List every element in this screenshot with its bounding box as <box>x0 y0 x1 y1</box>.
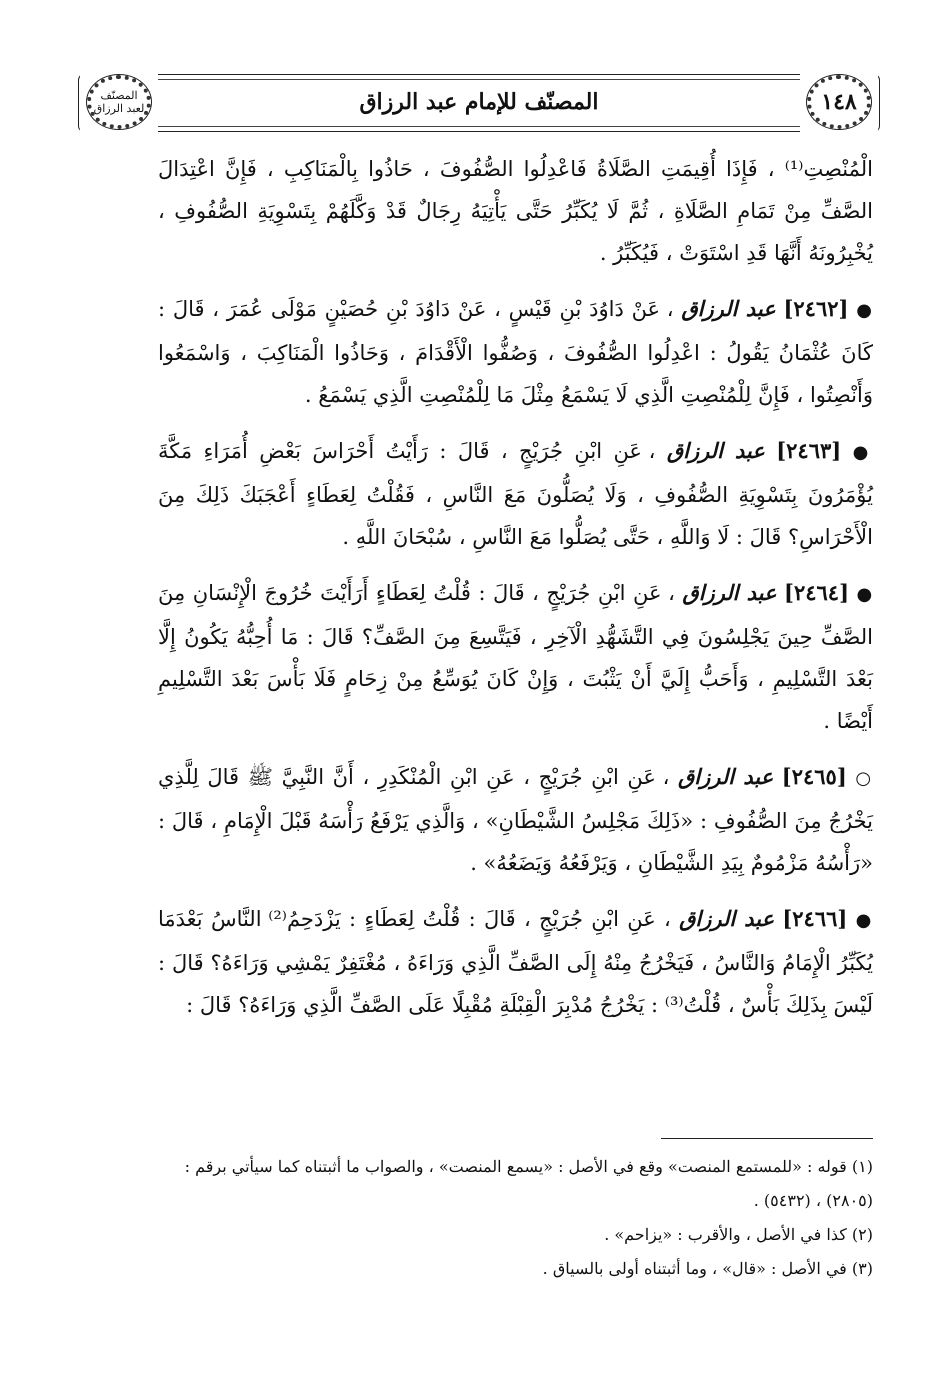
footnotes <box>158 1150 873 1286</box>
seal-medallion <box>86 74 152 130</box>
footnote-3: (٣) في الأصل : «قال» ، وما أثبتناه أولى بالسياق . <box>542 1259 873 1278</box>
paragraph-text: ، عَنِ ابْنِ جُرَيْجٍ ، قَالَ : رَأَيْتُ أَحْرَاسَ بَعْضِ أُمَرَاءِ مَكَّةَ يُؤْمَرُونَ بِتَسْوِيَةِ الصُّفُوفِ ، وَلَا يُصَلُّونَ مَعَ النَّاسِ ، فَقُلْتُ لِعَطَاءٍ أَعْجَبَكَ ذَلِكَ مِنَ الْأَحْرَاسِ؟ قَالَ : لَا وَاللَّهِ ، حَتَّى يُصَلُّوا مَعَ النَّاسِ ، سُبْحَانَ اللَّهِ . <box>158 439 873 549</box>
paragraph-text: ، عَنِ ابْنِ جُرَيْجٍ ، قَالَ : قُلْتُ لِعَطَاءٍ أَرَأَيْتَ خُرُوجَ الْإِنْسَانِ مِنَ الصَّفِّ حِينَ يَجْلِسُونَ فِي التَّشَهُّدِ الْآخِرِ ، فَيَتَّسِعَ مِنَ الصَّفِّ؟ قَالَ : مَا أُحِبُّهُ يَكُونُ إِلَّا بَعْدَ التَّسْلِيمِ ، وَأَحَبُّ إِلَيَّ أَنْ يَثْبُتَ ، وَإِنْ كَانَ يُوَسِّعُ مِنْ زِحَامٍ فَلَا بَأْسَ بَعْدَ التَّسْلِيمِ أَيْضًا . <box>158 581 873 733</box>
hadith-2464 <box>158 572 873 742</box>
hadith-number: [٢٤٦٦] <box>782 906 848 931</box>
bullet-marker: ● <box>856 584 873 605</box>
seal-rosette <box>80 68 158 136</box>
footnote-1: (١) قوله : «للمستمع المنصت» وقع في الأصل : «يسمع المنصت» ، والصواب ما أثبتناه كما سيأتي برقم : (٢٨٠٥) ، (٥٤٣٢) . <box>184 1157 873 1210</box>
paragraph-text: ، عَنِ ابْنِ جُرَيْجٍ ، عَنِ ابْنِ الْمُنْكَدِرِ ، أَنَّ النَّبِيَّ ﷺ قَالَ لِلَّذِي يَخْرُجُ مِنَ الصُّفُوفِ : «ذَلِكَ مَجْلِسُ الشَّيْطَانِ» ، وَالَّذِي يَرْفَعُ رَأْسَهُ قَبْلَ الْإِمَامِ ، قَالَ : «رَأْسُهُ مَزْمُومٌ بِيَدِ الشَّيْطَانِ ، وَيَرْفَعُهُ وَيَضَعُهُ» . <box>158 765 873 875</box>
narrator-source: عبد الرزاق <box>666 438 765 463</box>
bullet-marker: ● <box>855 910 873 931</box>
seal-line-1: المصنّف <box>100 89 138 102</box>
narrator-source: عبد الرزاق <box>679 906 775 931</box>
narrator-source: عبد الرزاق <box>681 296 776 321</box>
hadith-2466 <box>158 898 873 1026</box>
footnote-separator <box>661 1138 873 1139</box>
paragraph-text: ، عَنِ ابْنِ جُرَيْجٍ ، قَالَ : قُلْتُ لِعَطَاءٍ : يَزْدَحِمُ⁽²⁾ النَّاسُ بَعْدَمَا يُكَبِّرُ الْإِمَامُ وَالنَّاسُ ، فَيَخْرُجُ مِنْهُ إِلَى الصَّفِّ الَّذِي وَرَاءَهُ ، مُغْتَفِرٌ يَمْشِي وَرَاءَهُ؟ قَالَ : لَيْسَ بِذَلِكَ بَأْسٌ ، قُلْتُ⁽³⁾ : يَخْرُجُ مُدْبِرَ الْقِبْلَةِ مُقْبِلًا عَلَى الصَّفِّ الَّذِي وَرَاءَهُ؟ قَالَ : <box>158 907 873 1017</box>
narrator-source: عبد الرزاق <box>677 764 774 789</box>
footnote-2: (٢) كذا في الأصل ، والأقرب : «يزاحم» . <box>604 1225 873 1244</box>
seal-line-2: لعبد الرزاق <box>93 102 145 115</box>
paragraph-text: الْمُنْصِتِ⁽¹⁾ ، فَإِذَا أُقِيمَتِ الصَّلَاةُ فَاعْدِلُوا الصُّفُوفَ ، حَاذُوا بِالْمَنَاكِبِ ، فَإِنَّ اعْتِدَالَ الصَّفِّ مِنْ تَمَامِ الصَّلَاةِ ، ثُمَّ لَا يُكَبِّرُ حَتَّى يَأْتِيَهُ رِجَالٌ قَدْ وَكَّلَهُمْ بِتَسْوِيَةِ الصُّفُوفِ ، يُخْبِرُونَهُ أَنَّهَا قَدِ اسْتَوَتْ ، فَيُكَبِّرُ . <box>158 157 873 265</box>
bullet-marker: ○ <box>855 768 873 789</box>
bullet-marker: ● <box>856 300 874 321</box>
narrator-source: عبد الرزاق <box>682 580 777 605</box>
page-number-rosette <box>800 68 878 136</box>
hadith-number: [٢٤٦٢] <box>783 296 849 321</box>
running-header <box>78 68 880 136</box>
seal-text <box>94 89 145 115</box>
page-number: ١٤٨ <box>821 89 857 115</box>
paragraph-continuation <box>158 148 873 274</box>
hadith-number: [٢٤٦٥] <box>781 764 847 789</box>
page-number-medallion <box>806 74 872 130</box>
running-title: المصنّف للإمام عبد الرزاق <box>359 89 599 115</box>
main-text <box>158 148 873 1026</box>
paragraph-text: ، عَنْ دَاوُدَ بْنِ قَيْسٍ ، عَنْ دَاوُدَ بْنِ حُصَيْنٍ مَوْلَى عُمَرَ ، قَالَ : كَانَ عُثْمَانُ يَقُولُ : اعْدِلُوا الصُّفُوفَ ، وَصُفُّوا الْأَقْدَامَ ، وَحَاذُوا الْمَنَاكِبَ ، وَاسْمَعُوا وَأَنْصِتُوا ، فَإِنَّ لِلْمُنْصِتِ الَّذِي لَا يَسْمَعُ مِثْلَ مَا لِلْمُنْصِتِ الَّذِي يَسْمَعُ . <box>158 297 873 407</box>
hadith-2463 <box>158 430 873 558</box>
hadith-number: [٢٤٦٣] <box>776 438 842 463</box>
bullet-marker: ● <box>852 442 874 463</box>
hadith-number: [٢٤٦٤] <box>784 580 849 605</box>
hadith-2462 <box>158 288 873 416</box>
hadith-2465 <box>158 756 873 884</box>
